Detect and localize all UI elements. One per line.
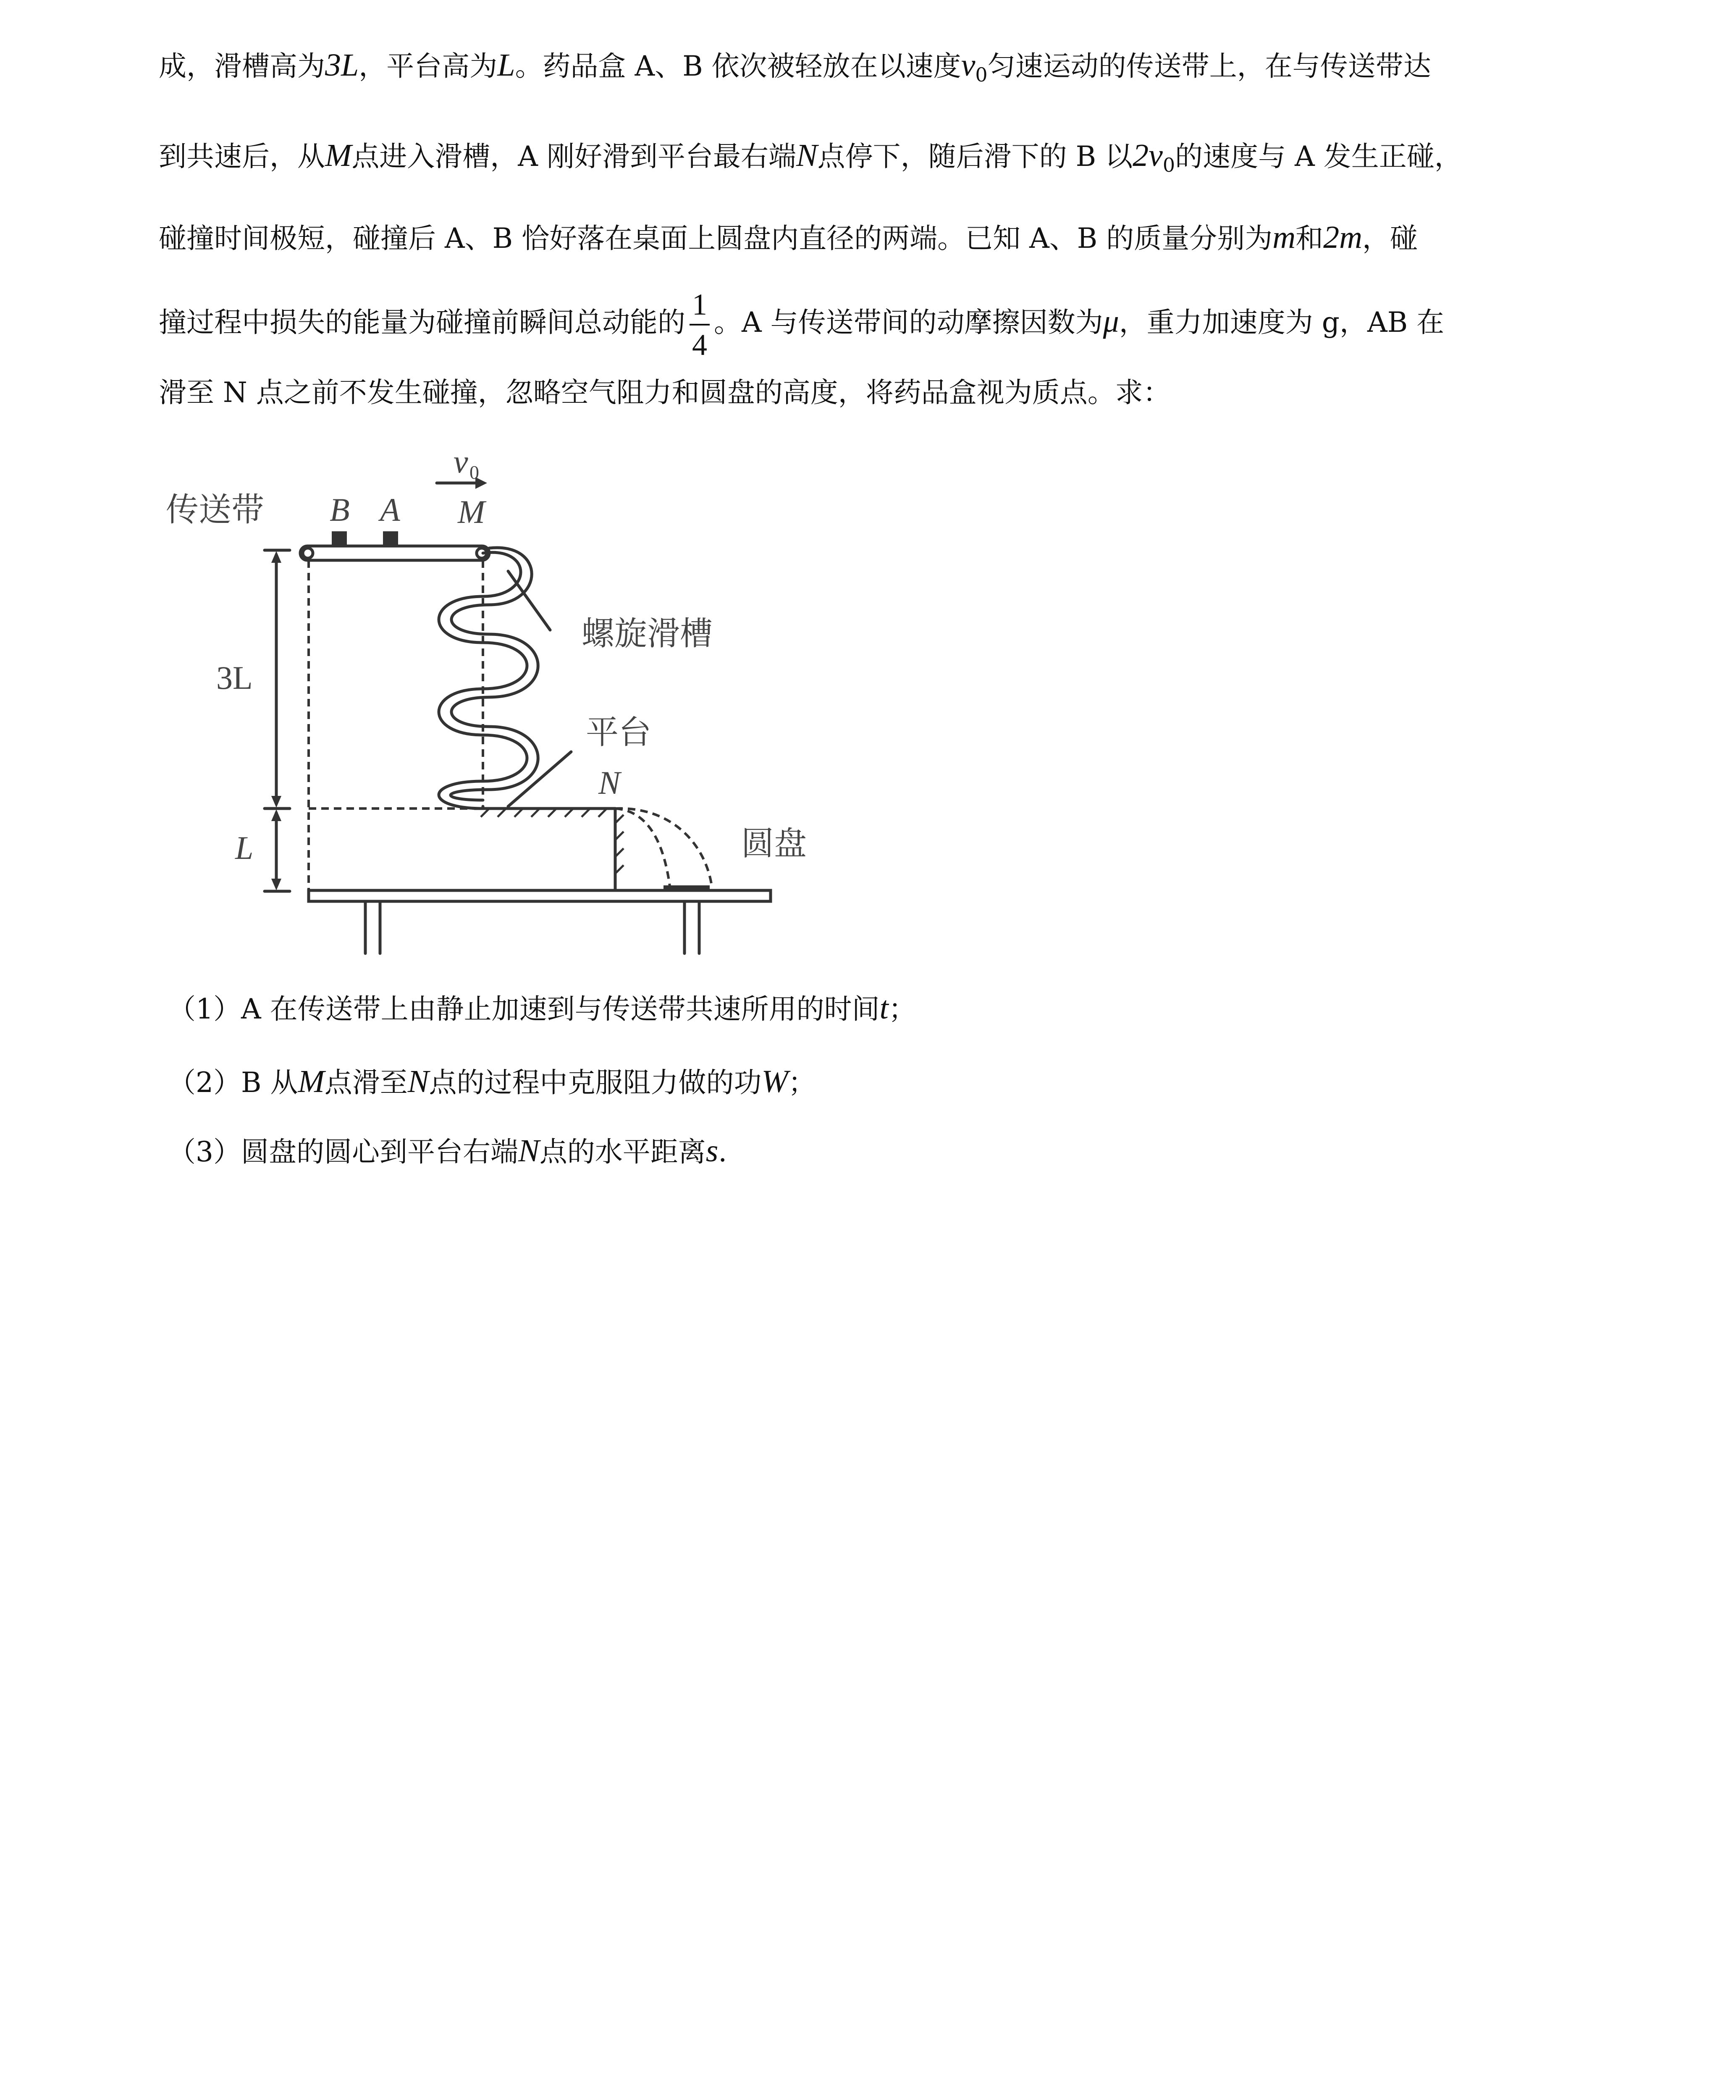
physics-diagram <box>159 428 831 970</box>
paragraph-line-5: 滑至 N 点之前不发生碰撞，忽略空气阻力和圆盘的高度，将药品盒视为质点。求： <box>159 376 1171 409</box>
paragraph-line-1: 成，滑槽高为3L，平台高为L。药品盒 A、B 依次被轻放在以速度$v_0$匀速运动的传送带上，在与传送带达 <box>159 47 1431 86</box>
paragraph-line-2: 到共速后，从M点进入滑槽，A 刚好滑到平台最右端N点停下，随后滑下的 B 以$2v_0$的速度与 A 发生正碰， <box>159 138 1462 176</box>
disc <box>663 885 710 890</box>
fraction-one-quarter: $\frac{1}{4}$ <box>690 285 710 364</box>
label-velocity-sub: 0 <box>469 462 479 483</box>
label-disc: 圆盘 <box>741 825 807 863</box>
paragraph-line-3: 碰撞时间极短，碰撞后 A、B 恰好落在桌面上圆盘内直径的两端。已知 A、B 的质量分别为m和2m，碰 <box>159 220 1418 255</box>
box-b <box>332 531 347 546</box>
label-velocity: v <box>454 443 468 480</box>
box-a <box>383 531 398 546</box>
platform-hatching <box>481 808 624 874</box>
label-platform: 平台 <box>586 714 652 751</box>
label-m: M <box>458 494 485 530</box>
trajectory-a <box>615 808 670 886</box>
paragraph-line-4: 撞过程中损失的能量为碰撞前瞬间总动能的 $\frac{1}{4}$ 。A 与传送带间的动摩擦因数为μ，重力加速度为 g，AB 在 <box>159 279 1444 365</box>
question-3: （3）圆盘的圆心到平台右端N点的水平距离s. <box>168 1133 727 1168</box>
label-n: N <box>598 764 621 801</box>
question-2: （2）B 从M点滑至N点的过程中克服阻力做的功W； <box>168 1064 816 1099</box>
label-l: L <box>235 830 254 866</box>
belt-roller-left <box>303 548 313 558</box>
platform-leader-line <box>508 752 571 806</box>
label-b: B <box>330 491 350 528</box>
question-1: （1）A 在传送带上由静止加速到与传送带共速所用的时间t； <box>168 990 916 1026</box>
label-3l: 3L <box>216 659 253 696</box>
table-top <box>309 890 771 901</box>
conveyor-belt <box>300 546 489 560</box>
label-conveyor: 传送带 <box>166 491 265 529</box>
trajectory-b <box>615 808 712 886</box>
label-spiral-chute: 螺旋滑槽 <box>582 615 713 653</box>
label-a: A <box>380 491 400 528</box>
